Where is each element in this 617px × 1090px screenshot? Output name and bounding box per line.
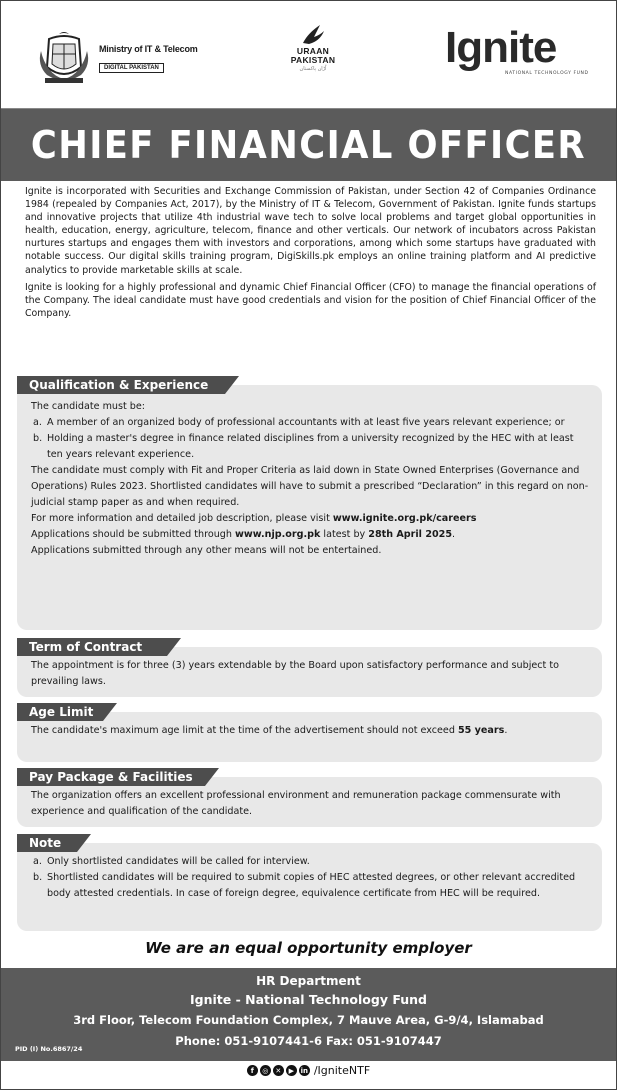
contract-heading: Term of Contract xyxy=(17,638,167,656)
x-icon[interactable]: ✕ xyxy=(273,1065,284,1076)
ignite-logo xyxy=(445,23,597,76)
social-handle[interactable]: /IgniteNTF xyxy=(313,1064,371,1077)
job-title-banner xyxy=(1,109,616,181)
qualification-section xyxy=(17,385,602,630)
qualification-lead: The candidate must be: xyxy=(31,401,146,412)
pay-text: The organization offers an excellent professional environment and remuneration package commensurate with experience and qualification of the candidate. xyxy=(31,790,561,817)
digital-pakistan-badge: DIGITAL PAKISTAN xyxy=(99,63,164,73)
pakistan-text: PAKISTAN xyxy=(290,55,336,65)
other-means-note: Applications submitted through any other means will not be entertained. xyxy=(31,545,382,556)
pid-number: PID (I) No.6867/24 xyxy=(15,1045,83,1053)
apply-line: Applications should be submitted through www.njp.org.pk latest by 28th April 2025. xyxy=(31,529,456,540)
njp-link[interactable]: www.njp.org.pk xyxy=(235,529,321,540)
uraan-pakistan-logo xyxy=(277,23,349,72)
list-item: b. Holding a master's degree in finance related disciplines from a university recognized by the HEC with at least ten years relevant experience. xyxy=(33,433,574,460)
header xyxy=(1,1,616,109)
facebook-icon[interactable]: f xyxy=(247,1065,258,1076)
deadline-date: 28th April 2025 xyxy=(368,529,453,540)
ignite-tagline: NATIONAL TECHNOLOGY FUND xyxy=(505,71,589,76)
age-limit-value: 55 years xyxy=(457,725,505,736)
intro-paragraph-2: Ignite is looking for a highly professional and dynamic Chief Financial Officer (CFO) to manage the financial operations of the Company. The ideal candidate must have good credentials and vision for the position of Chief Financial Officer of the Company. xyxy=(25,281,596,319)
ministry-name: Ministry of IT & Telecom xyxy=(99,43,198,54)
ministry-logo-block xyxy=(35,31,198,85)
contract-text: The appointment is for three (3) years extendable by the Board upon satisfactory performance and subject to prevailing laws. xyxy=(31,660,559,687)
uraan-text: URAAN xyxy=(296,46,330,56)
phone-fax: Phone: 051-9107441-6 Fax: 051-9107447 xyxy=(175,1034,442,1048)
careers-link[interactable]: www.ignite.org.pk/careers xyxy=(332,513,477,524)
uraan-urdu-text: اُڑان پاکستان xyxy=(299,66,327,72)
bird-icon xyxy=(300,23,326,47)
age-heading: Age Limit xyxy=(17,703,103,721)
pakistan-crest-icon xyxy=(35,31,93,85)
qualification-heading: Qualification & Experience xyxy=(17,376,225,394)
youtube-icon[interactable]: ▶ xyxy=(286,1065,297,1076)
note-section xyxy=(17,843,602,931)
instagram-icon[interactable]: ◎ xyxy=(260,1065,271,1076)
ignite-wordmark: Ignite xyxy=(445,23,557,72)
list-item: a. Only shortlisted candidates will be called for interview. xyxy=(33,856,310,867)
pay-heading: Pay Package & Facilities xyxy=(17,768,205,786)
organization-name: Ignite - National Technology Fund xyxy=(190,992,427,1007)
job-title: CHIEF FINANCIAL OFFICER xyxy=(30,123,587,167)
hr-department: HR Department xyxy=(256,974,361,988)
list-item: a. A member of an organized body of professional accountants with at least five years relevant experience; or xyxy=(33,417,565,428)
intro-text xyxy=(25,185,596,324)
equal-opportunity-statement: We are an equal opportunity employer xyxy=(145,939,472,957)
fit-proper-criteria: The candidate must comply with Fit and Proper Criteria as laid down in State Owned Enterprises (Governance and Operations) Rules 2023. Shortlisted candidates will have to submit a prescribed “Declaration” in this regard on non-judicial stamp paper as and when required. xyxy=(31,465,589,508)
more-info-line: For more information and detailed job description, please visit www.ignite.org.pk/careers xyxy=(31,513,477,524)
note-heading: Note xyxy=(17,834,77,852)
linkedin-icon[interactable]: in xyxy=(300,1066,309,1075)
social-links xyxy=(1,1064,616,1077)
address: 3rd Floor, Telecom Foundation Complex, 7 Mauve Area, G-9/4, Islamabad xyxy=(73,1013,544,1027)
contact-footer xyxy=(1,968,616,1061)
list-item: b. Shortlisted candidates will be required to submit copies of HEC attested degrees, or other relevant accredited body attested credentials. In case of foreign degree, equivalence certificate from HEC will be required. xyxy=(33,872,576,899)
intro-paragraph-1: Ignite is incorporated with Securities and Exchange Commission of Pakistan, under Section 42 of Companies Ordinance 1984 (repealed by Companies Act, 2017), by the Ministry of IT & Telecom, Government of Pakistan. Ignite funds startups and innovative projects that utilize 4th industrial wave tech to solve local problems and target global opportunities in health, education, energy, agriculture, telecom, finance and other verticals. Our network of incubators across Pakistan nurtures startups and engages them with investors and corporations, among which some startups have graduated with notable success. Our digital skills training program, DigiSkills.pk employs an online training platform and AI predictive analytics to provide marketable skills at scale. xyxy=(25,186,596,276)
age-text: The candidate's maximum age limit at the time of the advertisement should not exceed 55 years. xyxy=(31,725,508,736)
